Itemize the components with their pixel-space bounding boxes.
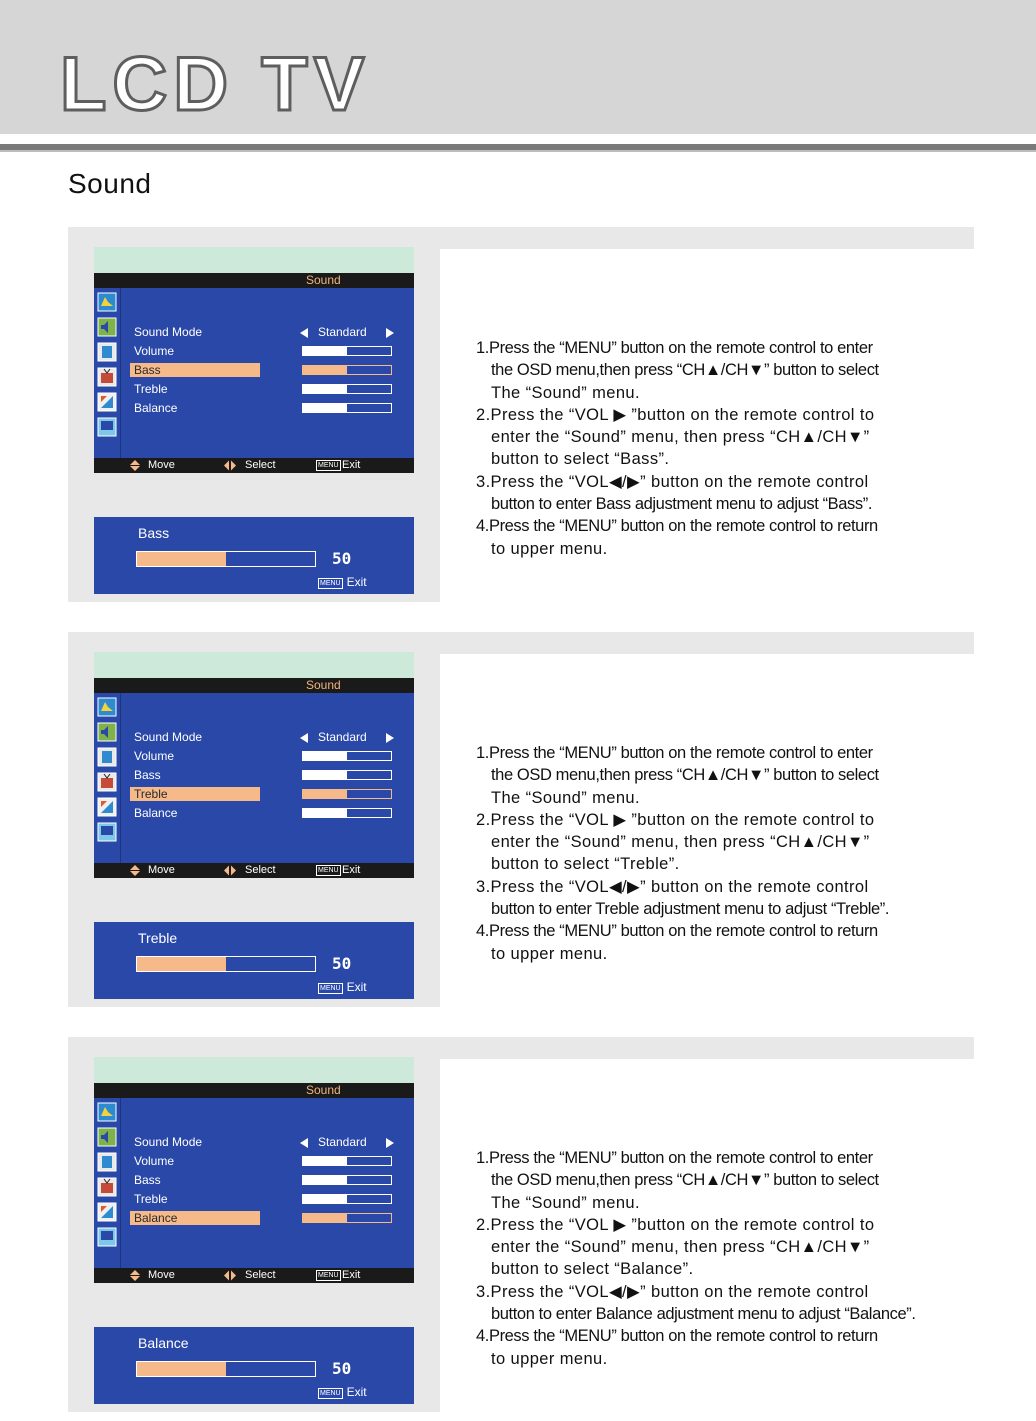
osd-icon-column [94,288,121,458]
osd-menu [94,247,414,475]
step-3-line-2: button to enter Treble adjustment menu to adjust “Treble”. [491,900,890,919]
menu-key-icon: MENU [320,985,341,992]
osd-footer [94,863,414,878]
step-2-line-1: 2.Press the “VOL ▶ ”button on the remote control to [476,810,875,829]
sound-mode-text: Standard [318,325,367,339]
balance-level-bar [302,403,392,413]
left-arrow-icon [300,733,308,743]
lcd-tv-logo [0,0,520,134]
osd-body [94,288,414,458]
screen-icon[interactable] [97,822,117,842]
treble-level-bar [302,1194,392,1204]
level-bar-fill [303,366,347,374]
level-bar-fill [303,809,347,817]
osd-title-bar [94,678,414,693]
instructions-panel [440,249,952,602]
step-2-line-2: enter the “Sound” menu, then press “CH▲/CH▼” [491,1238,870,1257]
balance-level-bar [302,1213,392,1223]
step-4-line-1: 4.Press the “MENU” button on the remote control to return [476,922,878,941]
osd-item-balance[interactable]: Balance [134,806,178,820]
footer-move: Move [148,864,175,876]
adjust-bar-panel [94,1327,414,1404]
setup-icon[interactable] [97,797,117,817]
left-right-arrow-icon [224,865,236,876]
adjust-slider-fill [137,552,226,566]
osd-footer [94,1268,414,1283]
adjust-exit-label: Exit [346,980,367,994]
step-1-line-2: the OSD menu,then press “CH▲/CH▼” button to select [491,361,879,380]
adjust-slider-fill [137,1362,226,1376]
osd-body [94,1098,414,1268]
left-right-arrow-icon [224,1270,236,1281]
osd-top-strip [94,1057,414,1083]
step-4-line-1: 4.Press the “MENU” button on the remote control to return [476,1327,878,1346]
adjust-label: Bass [138,525,170,541]
osd-icon-column [94,1098,121,1268]
step-3-line-2: button to enter Bass adjustment menu to adjust “Bass”. [491,495,873,514]
adjust-label: Balance [138,1335,189,1351]
adjust-slider[interactable] [136,551,316,567]
picture-icon[interactable] [97,697,117,717]
adjust-slider-fill [137,957,226,971]
step-2-line-2: enter the “Sound” menu, then press “CH▲/CH▼” [491,833,870,852]
level-bar-fill [303,385,347,393]
osd-top-strip [94,652,414,678]
adjust-slider[interactable] [136,1361,316,1377]
osd-item-balance[interactable]: Balance [130,1211,260,1225]
adjust-exit [318,980,367,995]
footer-move: Move [148,1269,175,1281]
sound-mode-text: Standard [318,1135,367,1149]
step-3-line-1: 3.Press the “VOL◀/▶” button on the remote control [476,877,869,896]
function-icon[interactable] [97,342,117,362]
osd-icon-column [94,693,121,863]
step-2-line-1: 2.Press the “VOL ▶ ”button on the remote control to [476,1215,875,1234]
osd-body [94,693,414,863]
function-icon[interactable] [97,1152,117,1172]
osd-title-bar [94,273,414,288]
picture-icon[interactable] [97,1102,117,1122]
section-panel-1 [68,227,952,602]
step-1-line-1: 1.Press the “MENU” button on the remote control to enter [476,339,873,357]
step-4-line-2: to upper menu. [491,1349,608,1368]
osd-item-treble[interactable]: Treble [134,1192,168,1206]
step-2-line-1: 2.Press the “VOL ▶ ”button on the remote control to [476,405,875,424]
osd-item-sound-mode[interactable]: Sound Mode [134,325,203,339]
setup-icon[interactable] [97,1202,117,1222]
level-bar-fill [303,347,347,355]
level-bar-fill [303,1195,347,1203]
osd-top-strip [94,247,414,273]
step-3-line-1: 3.Press the “VOL◀/▶” button on the remote control [476,472,869,491]
step-1-line-3: The “Sound” menu. [491,788,640,807]
osd-item-balance[interactable]: Balance [134,401,178,415]
instruction-steps [476,337,954,560]
footer-select: Select [245,459,276,471]
osd-item-bass[interactable]: Bass [134,768,161,782]
menu-key-icon: MENU [320,580,341,587]
adjust-exit [318,575,367,590]
section-panel-3 [68,1037,952,1412]
level-bar-fill [303,1214,347,1222]
step-4-line-2: to upper menu. [491,944,608,963]
adjust-exit [318,1385,367,1400]
screen-icon[interactable] [97,1227,117,1247]
instruction-steps [476,1147,954,1370]
osd-item-treble[interactable]: Treble [130,787,260,801]
timer-icon[interactable] [97,772,117,792]
adjust-value: 50 [332,549,352,568]
footer-select: Select [245,1269,276,1281]
bass-level-bar [302,365,392,375]
page-title: Sound [68,168,152,199]
treble-level-bar [302,789,392,799]
osd-title: Sound [306,1083,341,1097]
timer-icon[interactable] [97,367,117,387]
osd-footer [94,458,414,473]
footer-select: Select [245,864,276,876]
picture-icon[interactable] [97,292,117,312]
sound-icon[interactable] [97,722,117,742]
level-bar-fill [303,771,347,779]
osd-item-sound-mode[interactable]: Sound Mode [134,1135,203,1149]
left-arrow-icon [300,1138,308,1148]
sound-icon[interactable] [97,317,117,337]
step-1-line-3: The “Sound” menu. [491,1193,640,1212]
volume-level-bar [302,346,392,356]
osd-menu [94,652,414,880]
adjust-exit-label: Exit [346,1385,367,1399]
up-down-arrow-icon [130,460,140,471]
level-bar-fill [303,752,347,760]
step-1-line-3: The “Sound” menu. [491,383,640,402]
adjust-exit-label: Exit [346,575,367,589]
step-2-line-2: enter the “Sound” menu, then press “CH▲/CH▼” [491,428,870,447]
adjust-value: 50 [332,954,352,973]
instruction-steps [476,742,954,965]
osd-item-volume[interactable]: Volume [134,749,175,763]
menu-key-icon: MENU [318,867,339,874]
screen-icon[interactable] [97,417,117,437]
menu-key-icon: MENU [320,1390,341,1397]
level-bar-fill [303,1157,347,1165]
right-arrow-icon [386,1138,394,1148]
step-2-line-3: button to select “Bass”. [491,450,670,469]
step-3-line-1: 3.Press the “VOL◀/▶” button on the remote control [476,1282,869,1301]
adjust-slider[interactable] [136,956,316,972]
osd-item-volume[interactable]: Volume [134,1154,175,1168]
footer-exit: Exit [342,1269,361,1281]
instructions-panel [440,654,952,1007]
osd-item-sound-mode[interactable]: Sound Mode [134,730,203,744]
menu-key-icon: MENU [318,1272,339,1279]
volume-level-bar [302,751,392,761]
osd-title: Sound [306,273,341,287]
step-4-line-1: 4.Press the “MENU” button on the remote control to return [476,517,878,536]
osd-item-volume[interactable]: Volume [134,344,175,358]
logo-text: LCD TV [60,42,371,127]
level-bar-fill [303,1176,347,1184]
step-2-line-3: button to select “Balance”. [491,1260,694,1279]
menu-key-icon: MENU [318,462,339,469]
bass-level-bar [302,770,392,780]
osd-title-bar [94,1083,414,1098]
up-down-arrow-icon [130,865,140,876]
step-4-line-2: to upper menu. [491,539,608,558]
osd-item-bass[interactable]: Bass [130,363,260,377]
step-1-line-2: the OSD menu,then press “CH▲/CH▼” button to select [491,766,879,785]
function-icon[interactable] [97,747,117,767]
header-rule-light [0,150,1036,152]
osd-menu [94,1057,414,1285]
instructions-panel [440,1059,952,1412]
up-down-arrow-icon [130,1270,140,1281]
footer-exit: Exit [342,864,361,876]
adjust-bar-panel [94,517,414,594]
level-bar-fill [303,790,347,798]
page-header [0,0,1036,134]
left-arrow-icon [300,328,308,338]
step-1-line-1: 1.Press the “MENU” button on the remote control to enter [476,744,873,762]
right-arrow-icon [386,328,394,338]
adjust-bar-panel [94,922,414,999]
bass-level-bar [302,1175,392,1185]
step-3-line-2: button to enter Balance adjustment menu to adjust “Balance”. [491,1305,916,1324]
left-right-arrow-icon [224,460,236,471]
step-1-line-1: 1.Press the “MENU” button on the remote control to enter [476,1149,873,1167]
osd-item-treble[interactable]: Treble [134,382,168,396]
footer-exit: Exit [342,459,361,471]
sound-mode-text: Standard [318,730,367,744]
level-bar-fill [303,404,347,412]
section-panel-2 [68,632,952,1007]
osd-title: Sound [306,678,341,692]
treble-level-bar [302,384,392,394]
step-2-line-3: button to select “Treble”. [491,855,680,874]
footer-move: Move [148,459,175,471]
timer-icon[interactable] [97,1177,117,1197]
volume-level-bar [302,1156,392,1166]
sound-icon[interactable] [97,1127,117,1147]
adjust-value: 50 [332,1359,352,1378]
setup-icon[interactable] [97,392,117,412]
adjust-label: Treble [138,930,178,946]
step-1-line-2: the OSD menu,then press “CH▲/CH▼” button to select [491,1171,879,1190]
osd-item-bass[interactable]: Bass [134,1173,161,1187]
balance-level-bar [302,808,392,818]
right-arrow-icon [386,733,394,743]
